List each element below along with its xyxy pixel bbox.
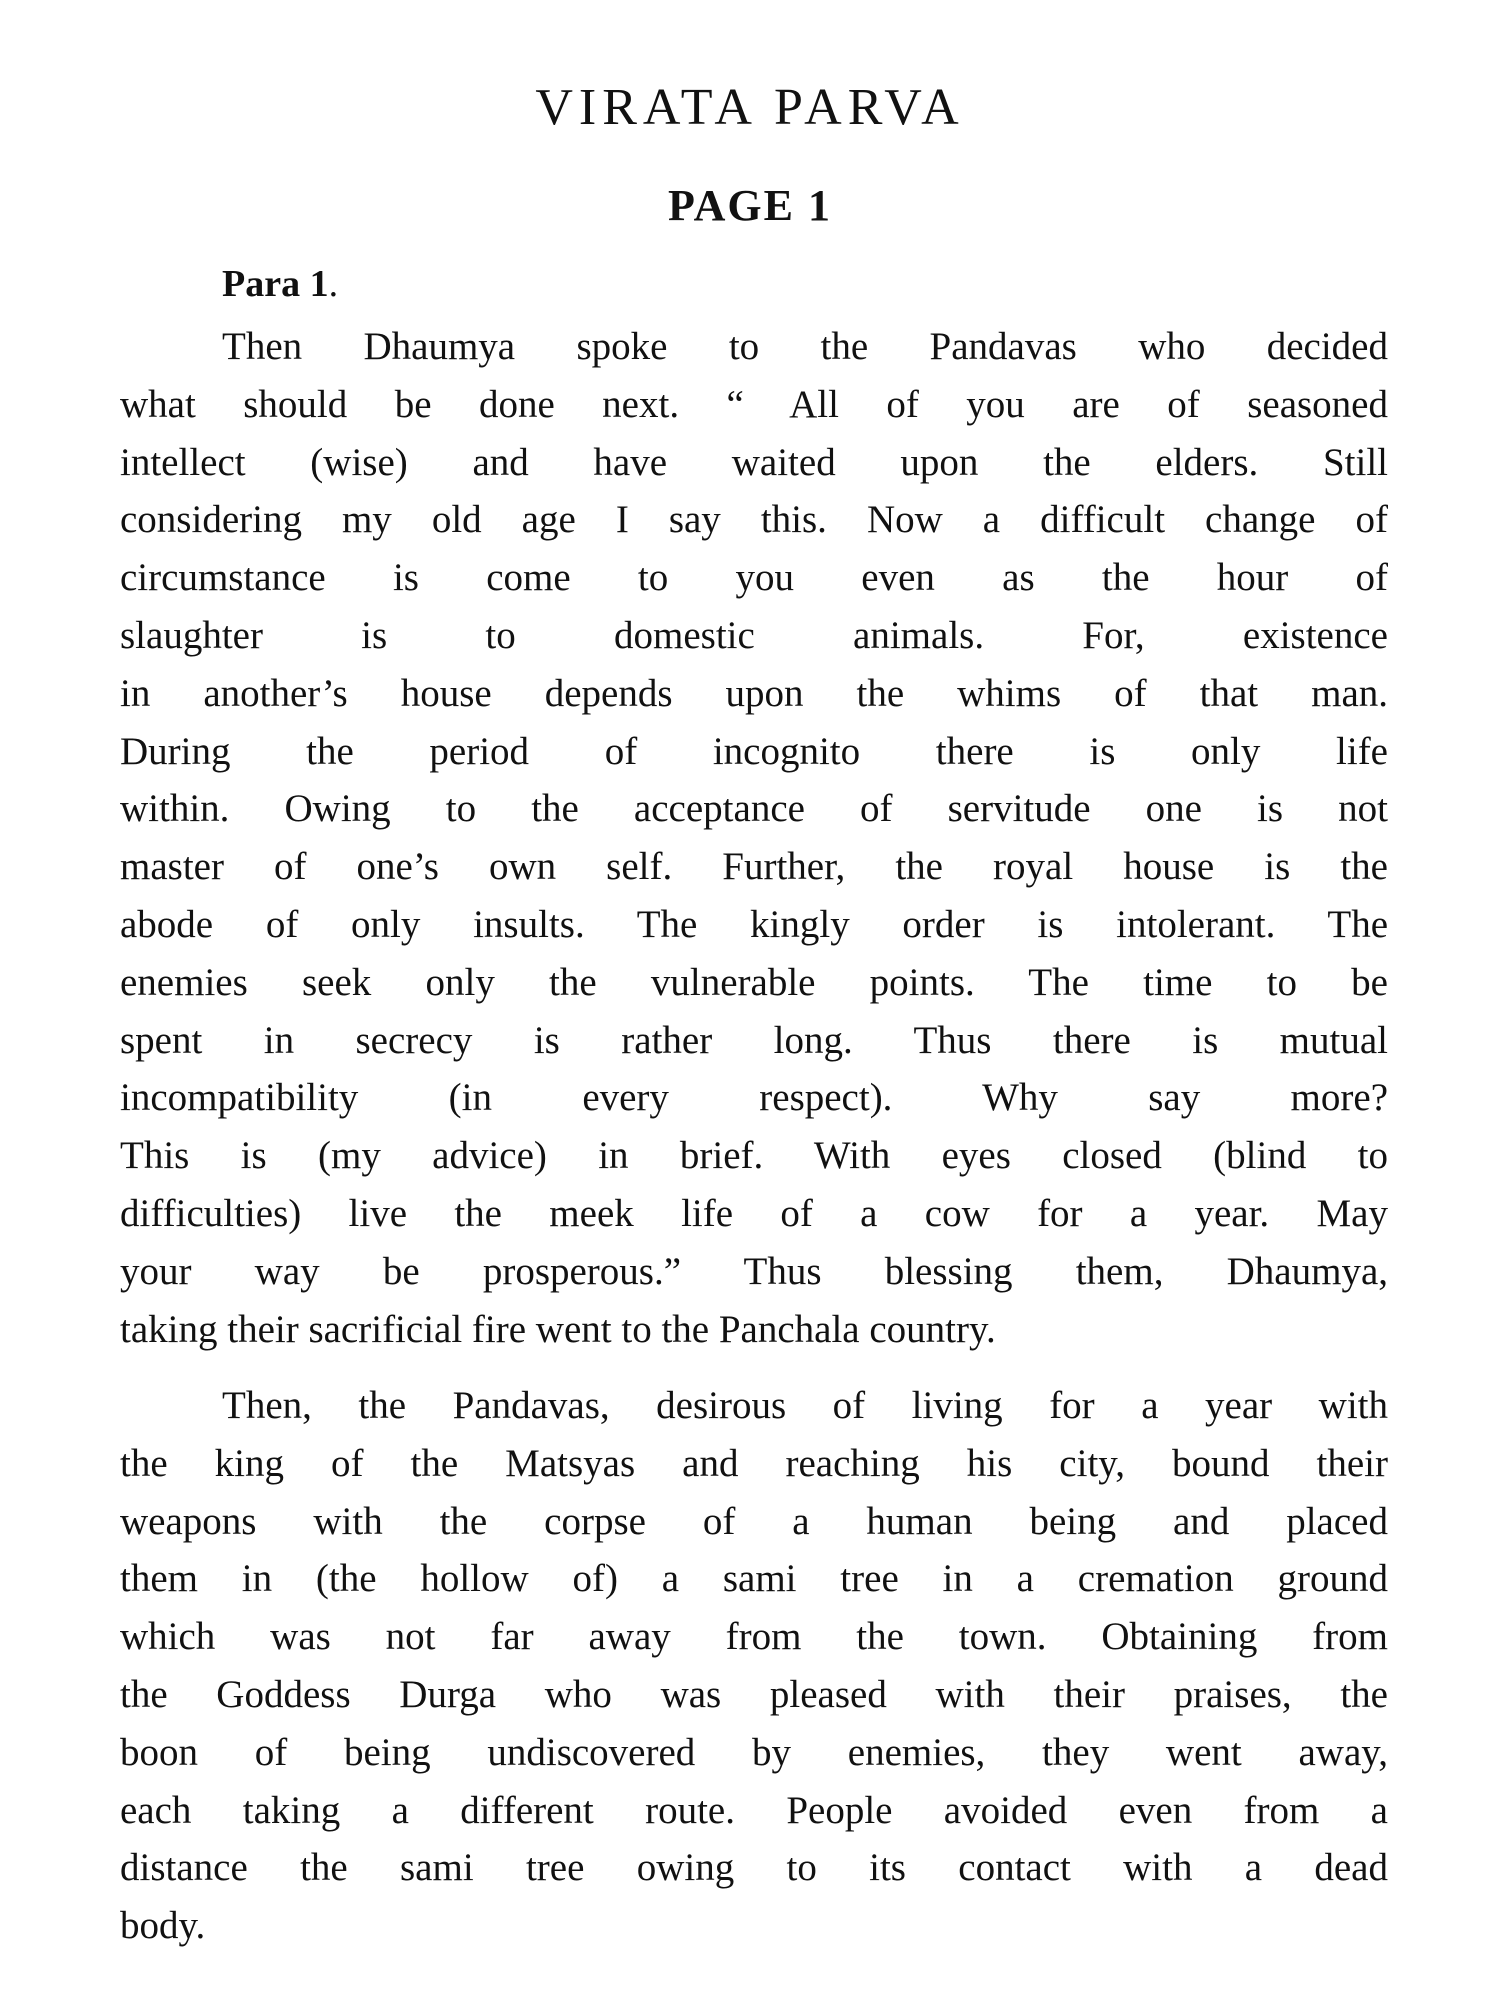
paragraph-line: abode of only insults. The kingly order is intolerant. The	[120, 902, 1388, 946]
paragraph-line: body.	[120, 1904, 206, 1948]
paragraph-2	[120, 1377, 1388, 1955]
paragraph-line: spent in secrecy is rather long. Thus there is mutual	[120, 1018, 1388, 1062]
paragraph-line: what should be done next. “ All of you are of seasoned	[120, 382, 1388, 426]
paragraph-line: in another’s house depends upon the whims of that man.	[120, 671, 1388, 715]
paragraph-line: weapons with the corpse of a human being and placed	[120, 1499, 1388, 1543]
paragraph-line: considering my old age I say this. Now a difficult change of	[120, 498, 1388, 542]
paragraph-line: taking their sacrificial fire went to the Panchala country.	[120, 1307, 996, 1351]
section-number: 1	[309, 263, 329, 305]
paragraph-line: distance the sami tree owing to its contact with a dead	[120, 1846, 1388, 1890]
paragraph-line: Then, the Pandavas, desirous of living for a year with	[222, 1384, 1388, 1427]
paragraph-1	[120, 318, 1388, 1358]
section-label-text: Para	[222, 263, 301, 305]
paragraph-line: the king of the Matsyas and reaching his city, bound their	[120, 1441, 1388, 1485]
section-dot: .	[328, 263, 339, 305]
paragraph-line: This is (my advice) in brief. With eyes closed (blind to	[120, 1134, 1388, 1178]
paragraph-line: which was not far away from the town. Obtaining from	[120, 1615, 1388, 1659]
paragraph-line: Then Dhaumya spoke to the Pandavas who decided	[222, 325, 1388, 368]
paragraph-line: slaughter is to domestic animals. For, existence	[120, 613, 1388, 657]
paragraph-line: the Goddess Durga who was pleased with their praises, the	[120, 1672, 1388, 1716]
page-label: PAGE 1	[668, 181, 832, 230]
paragraph-line: enemies seek only the vulnerable points. The time to be	[120, 960, 1388, 1004]
paragraph-line: within. Owing to the acceptance of servitude one is not	[120, 787, 1388, 831]
paragraph-line: incompatibility (in every respect). Why say more?	[120, 1076, 1388, 1120]
paragraph-line: your way be prosperous.” Thus blessing them, Dhaumya,	[120, 1249, 1388, 1293]
paragraph-line: During the period of incognito there is only life	[120, 729, 1388, 773]
paragraph-line: circumstance is come to you even as the hour of	[120, 556, 1388, 600]
paragraph-line: each taking a different route. People avoided even from a	[120, 1788, 1388, 1832]
paragraph-line: them in (the hollow of) a sami tree in a cremation ground	[120, 1557, 1388, 1601]
book-title: VIRATA PARVA	[535, 79, 965, 136]
paragraph-line: difficulties) live the meek life of a cow for a year. May	[120, 1191, 1388, 1235]
paragraph-line: master of one’s own self. Further, the royal house is the	[120, 845, 1388, 889]
paragraph-line: boon of being undiscovered by enemies, they went away,	[120, 1730, 1388, 1774]
section-label	[222, 262, 338, 306]
paragraph-line: intellect (wise) and have waited upon the elders. Still	[120, 440, 1388, 484]
